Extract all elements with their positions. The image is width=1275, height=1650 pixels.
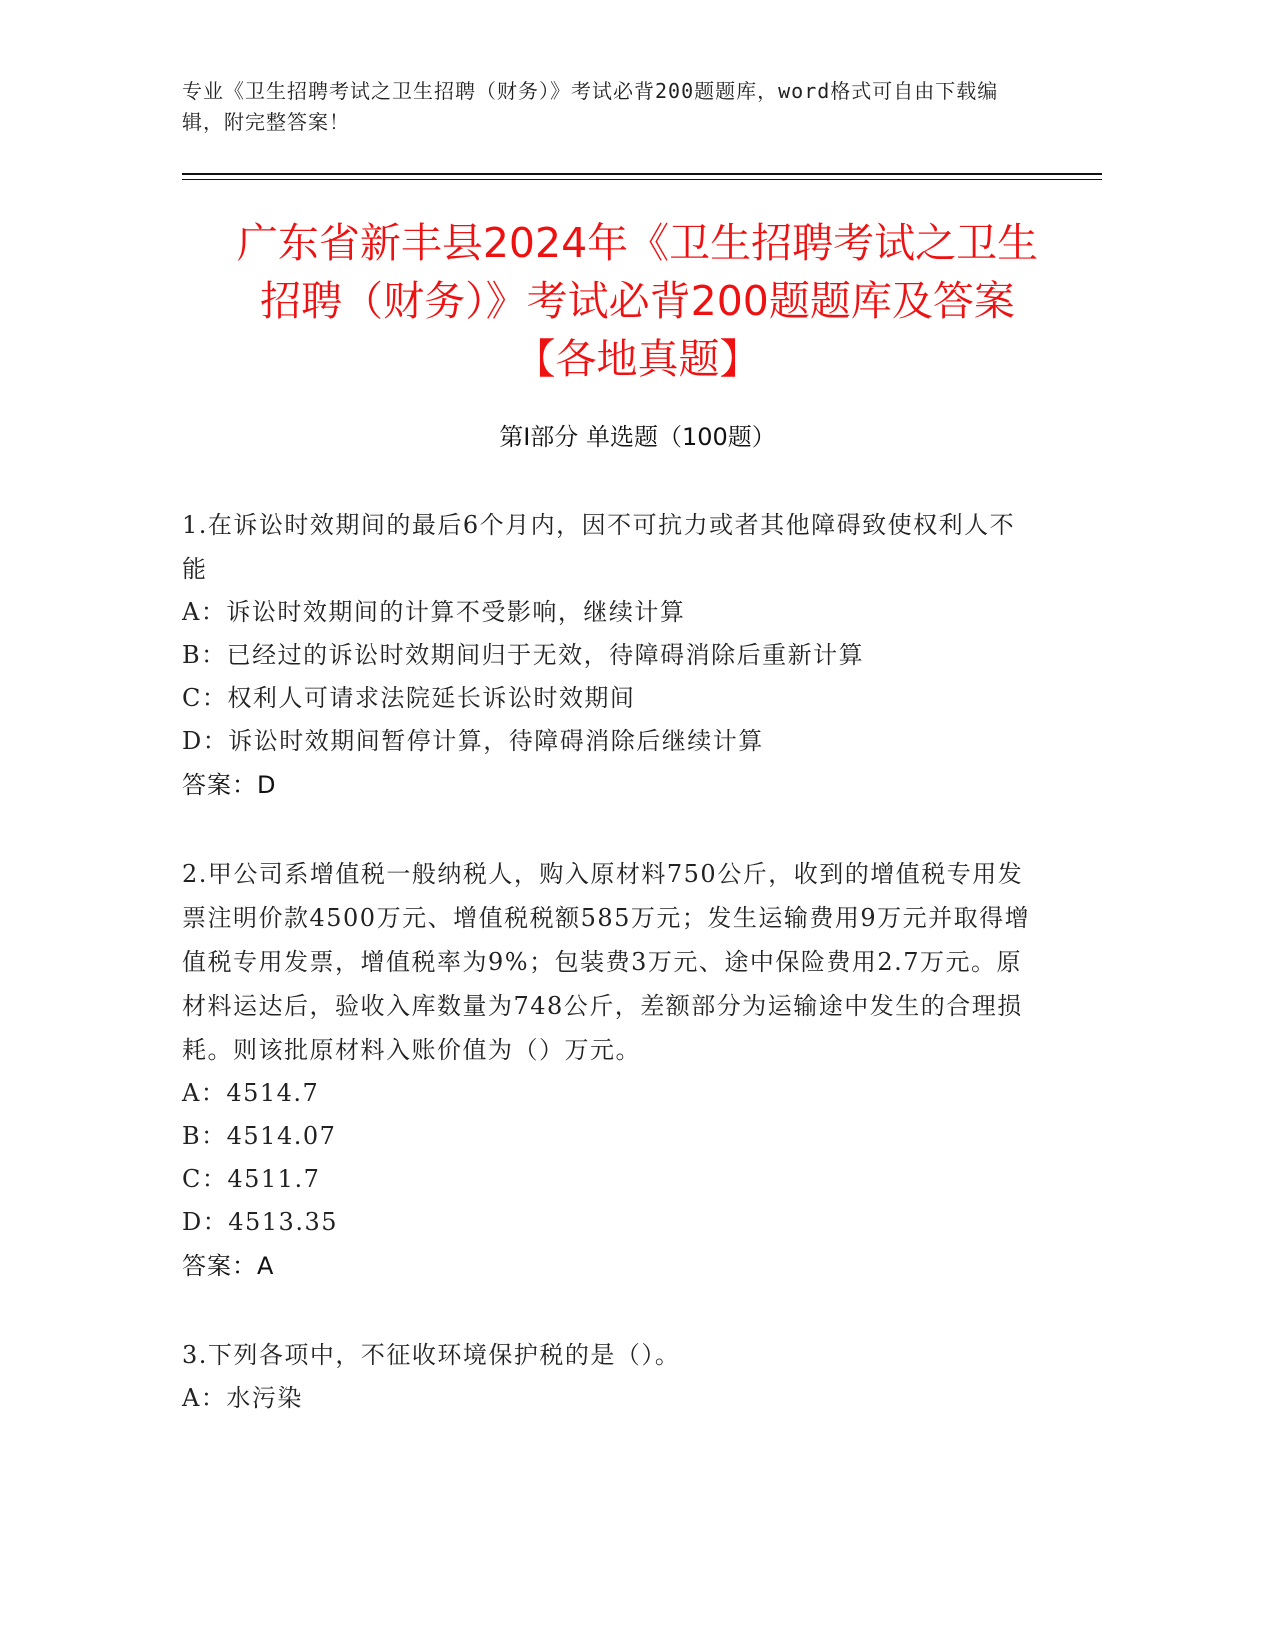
- option-a: A：水污染: [182, 1384, 303, 1412]
- answer: 答案：A: [182, 1252, 275, 1280]
- option-a: A：4514.7: [182, 1079, 320, 1107]
- title-line-1: 广东省新丰县2024年《卫生招聘考试之卫生: [236, 219, 1039, 267]
- question-item: [182, 503, 1032, 807]
- option-b: B：已经过的诉讼时效期间归于无效，待障碍消除后重新计算: [182, 641, 865, 669]
- question-item: [182, 852, 1032, 1288]
- title-line-3: 【各地真题】: [514, 335, 761, 383]
- header-divider-thick: [182, 173, 1102, 175]
- option-b: B：4514.07: [182, 1122, 337, 1150]
- question-stem: 1.在诉讼时效期间的最后6个月内，因不可抗力或者其他障碍致使权利人不能: [182, 511, 1016, 583]
- header-note: 专业《卫生招聘考试之卫生招聘（财务）》考试必背200题题库，word格式可自由下载编辑，附完整答案！: [182, 79, 999, 134]
- option-c: C：权利人可请求法院延长诉讼时效期间: [182, 684, 636, 712]
- title-line-2: 招聘（财务）》考试必背200题题库及答案: [260, 277, 1015, 325]
- header-divider-thin: [182, 179, 1102, 180]
- question-stem: 2.甲公司系增值税一般纳税人，购入原材料750公斤，收到的增值税专用发票注明价款4500万元、增值税税额585万元；发生运输费用9万元并取得增值税专用发票，增值税率为9%；包装费3万元、途中保险费用2.7万元。原材料运达后，验收入库数量为748公斤，差额部分为运输途中发生的合理损耗。则该批原材料入账价值为（）万元。: [182, 860, 1031, 1064]
- option-d: D：4513.35: [182, 1208, 338, 1236]
- document-title: [140, 214, 1135, 388]
- option-c: C：4511.7: [182, 1165, 321, 1193]
- option-a: A：诉讼时效期间的计算不受影响，继续计算: [182, 598, 686, 626]
- question-stem: 3.下列各项中，不征收环境保护税的是（）。: [182, 1341, 681, 1369]
- answer: 答案：D: [182, 771, 277, 799]
- option-d: D：诉讼时效期间暂停计算，待障碍消除后继续计算: [182, 727, 764, 755]
- question-item: [182, 1333, 1032, 1420]
- section-title: 第Ⅰ部分 单选题（100题）: [499, 423, 776, 451]
